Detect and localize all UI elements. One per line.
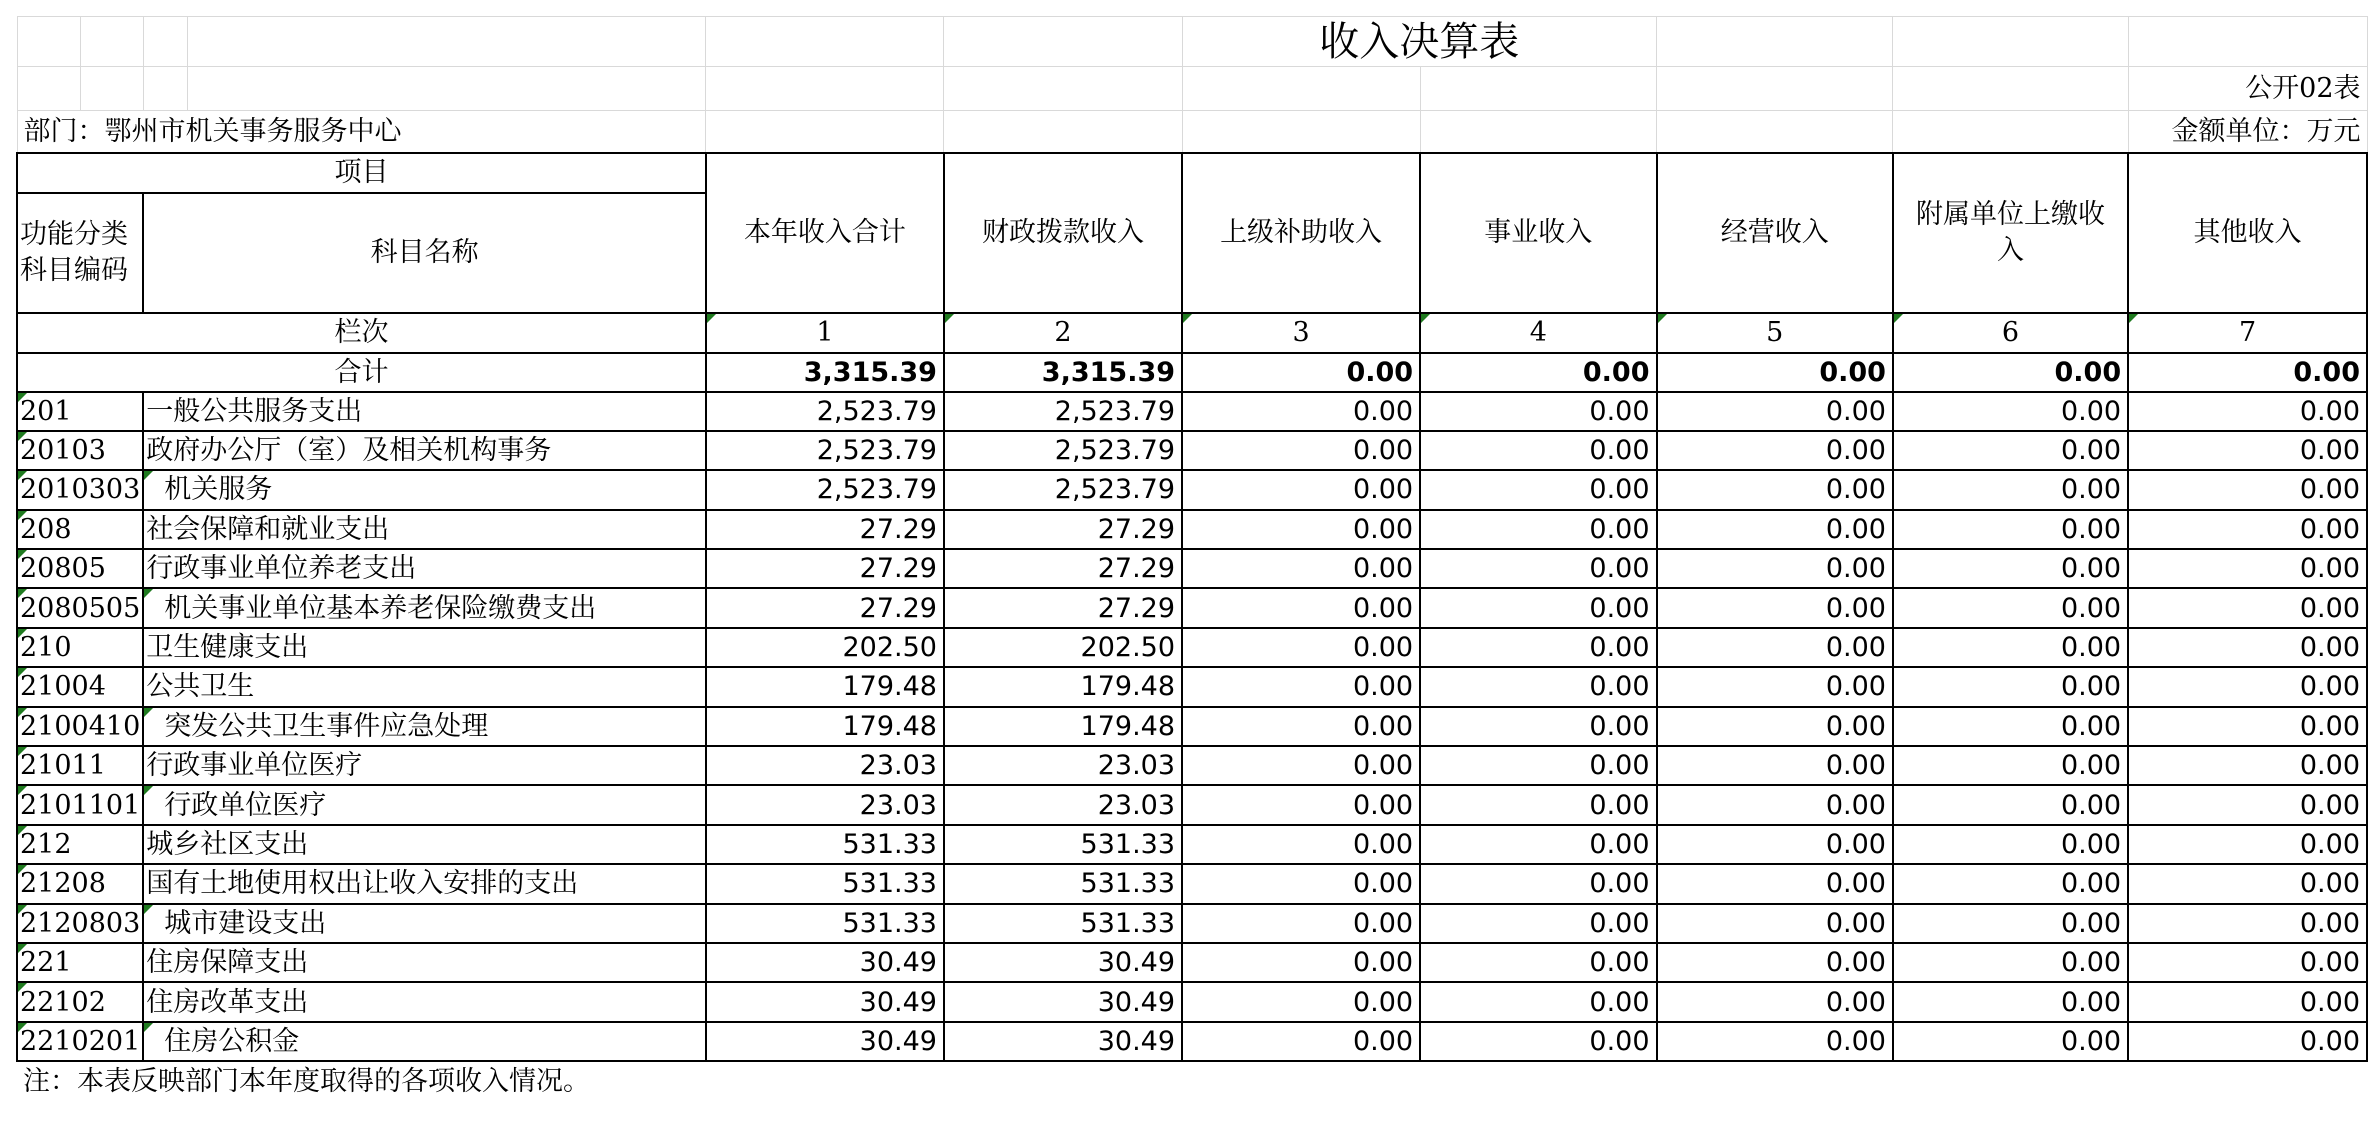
- subject-name-cell: [143, 785, 706, 824]
- amount-cell-col-4: 0.00: [1420, 785, 1656, 824]
- footnote: 注：本表反映部门本年度取得的各项收入情况。: [17, 1061, 2367, 1101]
- subject-name: 住房改革支出: [146, 986, 309, 1018]
- subject-code-cell: 21011: [17, 746, 143, 785]
- form-number: 公开02表: [2128, 67, 2367, 111]
- amount-cell-col-6: 0.00: [1893, 588, 2128, 627]
- table-row: [17, 470, 2367, 509]
- amount-cell-col-3: 0.00: [1182, 904, 1420, 943]
- amount-cell-col-5: 0.00: [1657, 785, 1893, 824]
- amount-cell-col-7: 0.00: [2128, 588, 2367, 627]
- page-title: 收入决算表: [1182, 17, 1656, 67]
- amount-cell-col-5: 0.00: [1657, 825, 1893, 864]
- total-value-5: 0.00: [1657, 353, 1893, 392]
- amount-cell-col-3: 0.00: [1182, 588, 1420, 627]
- subject-name-cell: [143, 982, 706, 1021]
- amount-cell-col-5: 0.00: [1657, 864, 1893, 903]
- amount-cell-col-1: 27.29: [706, 588, 944, 627]
- amount-cell-col-3: 0.00: [1182, 628, 1420, 667]
- row-number-2: 2: [944, 313, 1182, 353]
- amount-cell-col-1: 2,523.79: [706, 431, 944, 470]
- table-row: [17, 785, 2367, 824]
- department-label: 部门：鄂州市机关事务服务中心: [17, 111, 706, 153]
- amount-cell-col-6: 0.00: [1893, 982, 2128, 1021]
- total-value-7: 0.00: [2128, 353, 2367, 392]
- amount-cell-col-6: 0.00: [1893, 943, 2128, 982]
- amount-cell-col-1: 179.48: [706, 667, 944, 706]
- row-number-3: 3: [1182, 313, 1420, 353]
- amount-cell-col-2: 2,523.79: [944, 470, 1182, 509]
- amount-cell-col-7: 0.00: [2128, 982, 2367, 1021]
- subject-name: 公共卫生: [146, 671, 255, 703]
- subject-code-cell: 2101101: [17, 785, 143, 824]
- subject-name: 行政单位医疗: [164, 789, 327, 821]
- amount-cell-col-3: 0.00: [1182, 667, 1420, 706]
- amount-cell-col-2: 202.50: [944, 628, 1182, 667]
- header-project: 项目: [17, 153, 706, 193]
- amount-cell-col-5: 0.00: [1657, 588, 1893, 627]
- amount-cell-col-7: 0.00: [2128, 904, 2367, 943]
- row-number-1: 1: [706, 313, 944, 353]
- table-row: [17, 431, 2367, 470]
- amount-cell-col-4: 0.00: [1420, 549, 1656, 588]
- table-row: [17, 982, 2367, 1021]
- amount-cell-col-3: 0.00: [1182, 746, 1420, 785]
- subject-name-cell: [143, 628, 706, 667]
- subject-name: 城乡社区支出: [146, 828, 309, 860]
- amount-cell-col-4: 0.00: [1420, 431, 1656, 470]
- amount-cell-col-4: 0.00: [1420, 904, 1656, 943]
- subject-name: 住房公积金: [164, 1025, 300, 1057]
- amount-cell-col-7: 0.00: [2128, 746, 2367, 785]
- subject-code-cell: 2210201: [17, 1022, 143, 1061]
- amount-cell-col-3: 0.00: [1182, 943, 1420, 982]
- income-table: [16, 16, 2368, 1101]
- subject-code-cell: 2080505: [17, 588, 143, 627]
- amount-cell-col-6: 0.00: [1893, 707, 2128, 746]
- subject-name-cell: [143, 392, 706, 431]
- amount-cell-col-6: 0.00: [1893, 628, 2128, 667]
- amount-cell-col-6: 0.00: [1893, 825, 2128, 864]
- amount-cell-col-3: 0.00: [1182, 825, 1420, 864]
- amount-cell-col-6: 0.00: [1893, 904, 2128, 943]
- amount-cell-col-6: 0.00: [1893, 785, 2128, 824]
- subject-name: 卫生健康支出: [146, 632, 309, 664]
- amount-cell-col-4: 0.00: [1420, 982, 1656, 1021]
- amount-cell-col-6: 0.00: [1893, 746, 2128, 785]
- amount-cell-col-4: 0.00: [1420, 392, 1656, 431]
- amount-cell-col-4: 0.00: [1420, 707, 1656, 746]
- subject-name-cell: [143, 943, 706, 982]
- subject-name-cell: [143, 510, 706, 549]
- subject-code-cell: 22102: [17, 982, 143, 1021]
- subject-name: 机关服务: [164, 474, 273, 506]
- subject-name: 行政事业单位医疗: [146, 750, 363, 782]
- subject-code-cell: 20805: [17, 549, 143, 588]
- amount-cell-col-3: 0.00: [1182, 707, 1420, 746]
- amount-cell-col-6: 0.00: [1893, 549, 2128, 588]
- subject-code-cell: 21208: [17, 864, 143, 903]
- subject-code-cell: 2120803: [17, 904, 143, 943]
- amount-cell-col-1: 27.29: [706, 510, 944, 549]
- amount-cell-col-7: 0.00: [2128, 667, 2367, 706]
- amount-cell-col-1: 531.33: [706, 864, 944, 903]
- header-col-6: 附属单位上缴收入: [1893, 153, 2128, 313]
- subject-code-cell: 21004: [17, 667, 143, 706]
- amount-cell-col-2: 2,523.79: [944, 392, 1182, 431]
- amount-cell-col-1: 30.49: [706, 1022, 944, 1061]
- subject-name: 行政事业单位养老支出: [146, 553, 417, 585]
- subject-code-cell: 208: [17, 510, 143, 549]
- amount-cell-col-1: 30.49: [706, 943, 944, 982]
- table-row: [17, 825, 2367, 864]
- amount-cell-col-4: 0.00: [1420, 864, 1656, 903]
- table-row: [17, 707, 2367, 746]
- amount-cell-col-2: 531.33: [944, 904, 1182, 943]
- amount-cell-col-6: 0.00: [1893, 431, 2128, 470]
- subject-name-cell: [143, 825, 706, 864]
- table-row: [17, 746, 2367, 785]
- subject-code-cell: 201: [17, 392, 143, 431]
- subject-name-cell: [143, 431, 706, 470]
- amount-cell-col-7: 0.00: [2128, 549, 2367, 588]
- subject-name-cell: [143, 746, 706, 785]
- subject-name: 一般公共服务支出: [146, 395, 363, 427]
- amount-cell-col-2: 531.33: [944, 825, 1182, 864]
- amount-cell-col-3: 0.00: [1182, 470, 1420, 509]
- amount-cell-col-4: 0.00: [1420, 943, 1656, 982]
- amount-cell-col-1: 30.49: [706, 982, 944, 1021]
- amount-cell-col-2: 30.49: [944, 982, 1182, 1021]
- amount-cell-col-5: 0.00: [1657, 470, 1893, 509]
- subject-code-cell: 212: [17, 825, 143, 864]
- amount-cell-col-6: 0.00: [1893, 470, 2128, 509]
- amount-cell-col-7: 0.00: [2128, 470, 2367, 509]
- amount-cell-col-2: 179.48: [944, 667, 1182, 706]
- table-row: [17, 392, 2367, 431]
- amount-cell-col-2: 30.49: [944, 1022, 1182, 1061]
- table-row: [17, 588, 2367, 627]
- subject-name-cell: [143, 549, 706, 588]
- amount-cell-col-5: 0.00: [1657, 943, 1893, 982]
- subject-name-cell: [143, 864, 706, 903]
- amount-cell-col-1: 531.33: [706, 904, 944, 943]
- table-row: [17, 549, 2367, 588]
- subject-name: 机关事业单位基本养老保险缴费支出: [164, 592, 597, 624]
- amount-cell-col-4: 0.00: [1420, 825, 1656, 864]
- amount-cell-col-3: 0.00: [1182, 510, 1420, 549]
- amount-cell-col-3: 0.00: [1182, 982, 1420, 1021]
- header-col-5: 经营收入: [1657, 153, 1893, 313]
- amount-cell-col-5: 0.00: [1657, 982, 1893, 1021]
- header-col-3: 上级补助收入: [1182, 153, 1420, 313]
- amount-cell-col-7: 0.00: [2128, 431, 2367, 470]
- subject-code-cell: 210: [17, 628, 143, 667]
- table-row: [17, 864, 2367, 903]
- table-row: [17, 904, 2367, 943]
- subject-name-cell: [143, 1022, 706, 1061]
- amount-cell-col-1: 2,523.79: [706, 392, 944, 431]
- total-value-4: 0.00: [1420, 353, 1656, 392]
- amount-cell-col-4: 0.00: [1420, 667, 1656, 706]
- amount-cell-col-1: 2,523.79: [706, 470, 944, 509]
- amount-cell-col-4: 0.00: [1420, 470, 1656, 509]
- subject-name-cell: [143, 904, 706, 943]
- amount-cell-col-1: 23.03: [706, 785, 944, 824]
- total-label: 合计: [17, 353, 706, 392]
- amount-cell-col-7: 0.00: [2128, 707, 2367, 746]
- amount-cell-col-2: 30.49: [944, 943, 1182, 982]
- amount-cell-col-6: 0.00: [1893, 392, 2128, 431]
- amount-cell-col-2: 531.33: [944, 864, 1182, 903]
- amount-cell-col-7: 0.00: [2128, 864, 2367, 903]
- subject-name-cell: [143, 470, 706, 509]
- amount-cell-col-1: 23.03: [706, 746, 944, 785]
- header-function-code: 功能分类科目编码: [17, 193, 143, 313]
- amount-cell-col-4: 0.00: [1420, 746, 1656, 785]
- subject-code-cell: 2010303: [17, 470, 143, 509]
- amount-cell-col-4: 0.00: [1420, 588, 1656, 627]
- amount-cell-col-7: 0.00: [2128, 628, 2367, 667]
- amount-cell-col-3: 0.00: [1182, 431, 1420, 470]
- amount-cell-col-5: 0.00: [1657, 510, 1893, 549]
- amount-cell-col-2: 27.29: [944, 588, 1182, 627]
- amount-cell-col-4: 0.00: [1420, 628, 1656, 667]
- amount-cell-col-1: 179.48: [706, 707, 944, 746]
- subject-name: 政府办公厅（室）及相关机构事务: [146, 435, 552, 467]
- row-number-7: 7: [2128, 313, 2367, 353]
- subject-name-cell: [143, 707, 706, 746]
- header-col-1: 本年收入合计: [706, 153, 944, 313]
- row-number-5: 5: [1657, 313, 1893, 353]
- total-value-3: 0.00: [1182, 353, 1420, 392]
- table-row: [17, 667, 2367, 706]
- subject-name: 国有土地使用权出让收入安排的支出: [146, 868, 579, 900]
- amount-cell-col-7: 0.00: [2128, 510, 2367, 549]
- table-row: [17, 1022, 2367, 1061]
- total-value-2: 3,315.39: [944, 353, 1182, 392]
- header-col-4: 事业收入: [1420, 153, 1656, 313]
- amount-cell-col-6: 0.00: [1893, 864, 2128, 903]
- amount-cell-col-5: 0.00: [1657, 667, 1893, 706]
- table-row: [17, 628, 2367, 667]
- header-col-7: 其他收入: [2128, 153, 2367, 313]
- amount-cell-col-5: 0.00: [1657, 431, 1893, 470]
- amount-cell-col-3: 0.00: [1182, 549, 1420, 588]
- amount-cell-col-2: 23.03: [944, 785, 1182, 824]
- amount-cell-col-7: 0.00: [2128, 785, 2367, 824]
- amount-cell-col-4: 0.00: [1420, 1022, 1656, 1061]
- amount-cell-col-2: 23.03: [944, 746, 1182, 785]
- amount-cell-col-1: 531.33: [706, 825, 944, 864]
- subject-code-cell: 221: [17, 943, 143, 982]
- table-row: [17, 943, 2367, 982]
- amount-cell-col-1: 202.50: [706, 628, 944, 667]
- amount-cell-col-2: 27.29: [944, 549, 1182, 588]
- subject-name-cell: [143, 588, 706, 627]
- subject-name: 社会保障和就业支出: [146, 513, 390, 545]
- header-col-2: 财政拨款收入: [944, 153, 1182, 313]
- total-value-6: 0.00: [1893, 353, 2128, 392]
- amount-cell-col-5: 0.00: [1657, 1022, 1893, 1061]
- amount-cell-col-6: 0.00: [1893, 1022, 2128, 1061]
- row-number-label: 栏次: [17, 313, 706, 353]
- amount-cell-col-2: 2,523.79: [944, 431, 1182, 470]
- amount-cell-col-1: 27.29: [706, 549, 944, 588]
- amount-cell-col-4: 0.00: [1420, 510, 1656, 549]
- subject-name: 城市建设支出: [164, 907, 327, 939]
- subject-code-cell: 20103: [17, 431, 143, 470]
- row-number-6: 6: [1893, 313, 2128, 353]
- amount-cell-col-7: 0.00: [2128, 943, 2367, 982]
- amount-cell-col-7: 0.00: [2128, 825, 2367, 864]
- amount-cell-col-5: 0.00: [1657, 392, 1893, 431]
- amount-cell-col-5: 0.00: [1657, 549, 1893, 588]
- total-value-1: 3,315.39: [706, 353, 944, 392]
- subject-name: 住房保障支出: [146, 947, 309, 979]
- amount-cell-col-3: 0.00: [1182, 392, 1420, 431]
- amount-cell-col-3: 0.00: [1182, 1022, 1420, 1061]
- table-row: [17, 510, 2367, 549]
- subject-name-cell: [143, 667, 706, 706]
- amount-unit-label: 金额单位：万元: [2128, 111, 2367, 153]
- amount-cell-col-5: 0.00: [1657, 904, 1893, 943]
- subject-code-cell: 2100410: [17, 707, 143, 746]
- header-subject-name: 科目名称: [143, 193, 706, 313]
- amount-cell-col-5: 0.00: [1657, 707, 1893, 746]
- amount-cell-col-6: 0.00: [1893, 510, 2128, 549]
- total-row: [17, 353, 2367, 392]
- amount-cell-col-5: 0.00: [1657, 628, 1893, 667]
- subject-name: 突发公共卫生事件应急处理: [164, 710, 489, 742]
- row-number-4: 4: [1420, 313, 1656, 353]
- amount-cell-col-7: 0.00: [2128, 1022, 2367, 1061]
- amount-cell-col-2: 27.29: [944, 510, 1182, 549]
- amount-cell-col-3: 0.00: [1182, 864, 1420, 903]
- amount-cell-col-7: 0.00: [2128, 392, 2367, 431]
- amount-cell-col-6: 0.00: [1893, 667, 2128, 706]
- amount-cell-col-2: 179.48: [944, 707, 1182, 746]
- amount-cell-col-3: 0.00: [1182, 785, 1420, 824]
- amount-cell-col-5: 0.00: [1657, 746, 1893, 785]
